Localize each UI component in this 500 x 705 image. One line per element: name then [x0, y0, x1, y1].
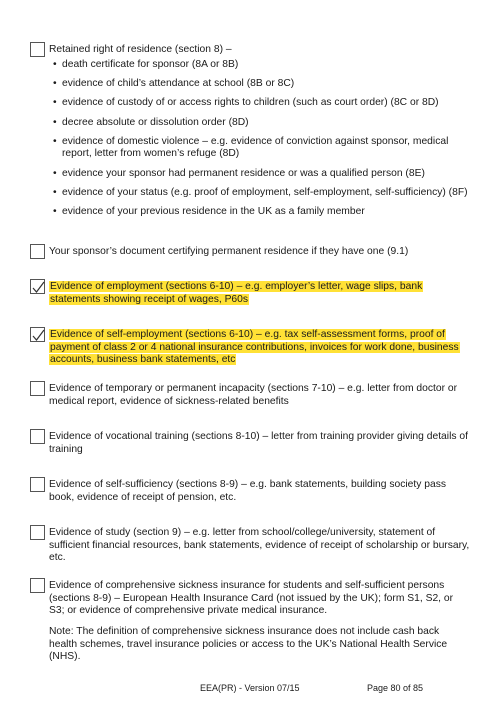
section-text: Evidence of comprehensive sickness insurance for students and self-sufficient persons (sections 8-9) – European Health Insurance Card (not issued by the UK); form S1, S2, or S3; or evidence of comprehensive private medical insurance.: [49, 580, 454, 617]
section-text: Evidence of study (section 9) – e.g. letter from school/college/university, statement of sufficient financial resources, bank statements, evidence of receipt of scholarship or bursary, etc.: [49, 527, 470, 564]
list-item: • evidence of domestic violence – e.g. evidence of conviction against sponsor, medical report, letter from women’s refuge (8D): [53, 136, 473, 161]
list-item: • evidence of custody of or access rights to children (such as court order) (8C or 8D): [53, 97, 473, 110]
form-version: EEA(PR) - Version 07/15: [200, 683, 300, 693]
section-text: Evidence of vocational training (sections 8-10) – letter from training provider giving details of training: [49, 431, 468, 455]
checkbox[interactable]: [30, 244, 45, 259]
checkbox[interactable]: [30, 381, 45, 396]
checkbox[interactable]: [30, 477, 45, 492]
highlighted-text: Evidence of self-employment (sections 6-10) – e.g. tax self-assessment forms, proof of payment of class 2 or 4 national insurance contributions, invoices for work done, business accounts, business bank statements, etc: [50, 329, 459, 366]
retained-right-bullet-list: [53, 59, 473, 225]
list-item: • evidence your sponsor had permanent residence or was a qualified person (8E): [53, 168, 473, 181]
list-item: • evidence of child’s attendance at school (8B or 8C): [53, 78, 473, 91]
section-text: Your sponsor’s document certifying permanent residence if they have one (9.1): [49, 246, 409, 257]
section-text: Evidence of self-sufficiency (sections 8-9) – e.g. bank statements, building society pass book, evidence of receipt of pension, etc.: [49, 479, 447, 503]
page-number: Page 80 of 85: [367, 683, 424, 693]
section-text: Evidence of temporary or permanent incapacity (sections 7-10) – e.g. letter from doctor or medical report, evidence of sickness-related benefits: [49, 383, 458, 407]
checkbox[interactable]: [30, 429, 45, 444]
section-text: Retained right of residence (section 8) –: [49, 44, 232, 55]
checkmark-icon: [32, 281, 45, 294]
checkbox[interactable]: [30, 525, 45, 540]
section-text: [49, 281, 470, 306]
list-item: • decree absolute or dissolution order (8D): [53, 117, 473, 130]
section-text: [49, 329, 470, 367]
insurance-note: Note: The definition of comprehensive sickness insurance does not include cash back health schemes, travel insurance policies or access to the UK’s National Health Service (NHS).: [49, 626, 448, 663]
checkmark-icon: [32, 329, 45, 342]
highlighted-text: Evidence of employment (sections 6-10) – e.g. employer’s letter, wage slips, bank statements showing receipt of wages, P60s: [50, 281, 423, 305]
checkbox[interactable]: [30, 42, 45, 57]
checkbox[interactable]: [30, 279, 45, 294]
checkbox[interactable]: [30, 327, 45, 342]
list-item: • evidence of your previous residence in the UK as a family member: [53, 206, 473, 219]
checkbox[interactable]: [30, 578, 45, 593]
list-item: • evidence of your status (e.g. proof of employment, self-employment, self-sufficiency) (8F): [53, 187, 473, 200]
list-item: • death certificate for sponsor (8A or 8B): [53, 59, 473, 72]
